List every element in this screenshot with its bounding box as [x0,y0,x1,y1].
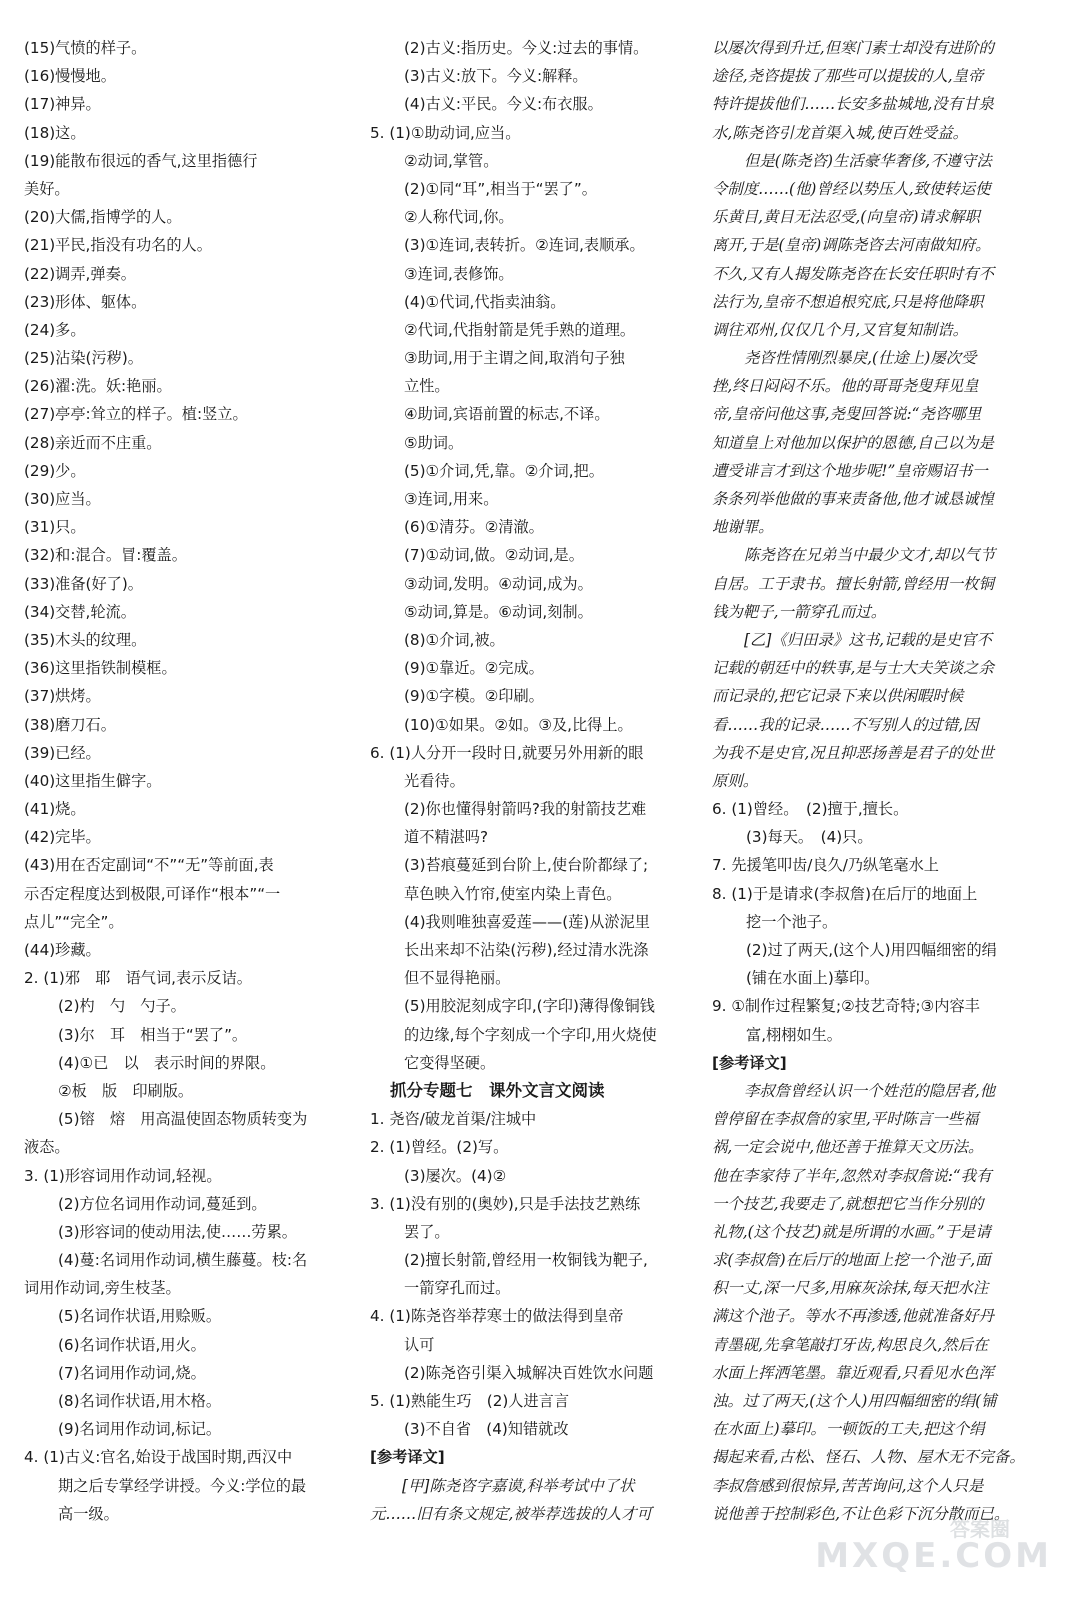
text-line: 富,栩栩如生。 [746,1025,842,1044]
text-line: (2)古义:指历史。今义:过去的事情。 [404,39,649,57]
text-line: 以屡次得到升迁,但寒门素士却没有进阶的 [712,39,994,57]
text-line: 说他善于控制彩色,不让色彩下沉分散而已。 [712,1504,1010,1523]
text-line: ③连词,用来。 [404,490,499,508]
text-line: ③动词,发明。④动词,成为。 [404,574,593,593]
text-line: (4)①代词,代指卖油翁。 [404,292,566,311]
text-line: 令制度……(他)曾经以势压人,致使转运使 [712,179,991,198]
text-line: 2. (1)邪 耶 语气词,表示反诘。 [24,969,252,988]
text-line: 一箭穿孔而过。 [404,1279,511,1298]
text-line: 水面上挥洒笔墨。靠近观看,只看见水色浑 [712,1363,994,1382]
text-line: ②人称代词,你。 [404,208,514,227]
text-line: 6. (1)曾经。 (2)擅于,擅长。 [712,800,909,819]
text-line: (3)尔 耳 相当于“罢了”。 [58,1025,248,1044]
text-line: 光看待。 [404,771,465,790]
text-line: (8)名词作状语,用木格。 [58,1392,222,1410]
text-line: (3)古义:放下。今义:解释。 [404,67,588,86]
text-line: (34)交替,轮流。 [24,602,136,621]
text-line: (4)蔓:名词用作动词,横生藤蔓。枝:名 [58,1251,308,1270]
watermark-sub: 答案圈 [950,1517,1010,1541]
text-line: 李叔詹曾经认识一个姓范的隐居者,他 [744,1081,996,1100]
text-line: 罢了。 [404,1222,450,1241]
text-line: 7. 先援笔叩齿/良久/乃纵笔毫水上 [712,856,939,875]
text-line: 条条列举他做的事来责备他,他才诚恳诚惶 [712,490,994,508]
text-line: (6)①清芬。②清澈。 [404,518,544,537]
text-line: 在水面上)摹印。一顿饭的工夫,把这个绢 [712,1420,985,1439]
text-line: (20)大儒,指博学的人。 [24,208,182,227]
text-line: 特许提拔他们……长安多盐城地,没有甘泉 [712,95,994,114]
text-line: 钱为靶子,一箭穿孔而过。 [712,602,887,621]
text-line: (35)木头的纹理。 [24,630,147,649]
text-line: (41)烧。 [24,800,86,819]
text-line: 途径,尧咨提拔了那些可以提拔的人,皇帝 [712,67,984,86]
text-line: 液态。 [24,1138,70,1157]
text-line: (33)准备(好了)。 [24,574,143,593]
text-line: 陈尧咨在兄弟当中最少文才,却以气节 [744,546,996,565]
text-line: [甲]陈尧咨字嘉谟,科举考试中了状 [402,1476,635,1495]
text-line: (3)屡次。(4)② [404,1166,507,1185]
text-line: [乙]《归田录》这书,记载的是史官不 [744,630,992,649]
text-line: 浊。过了两天,(这个人)用四幅细密的绢(铺 [712,1392,997,1410]
text-line: (7)①动词,做。②动词,是。 [404,546,584,565]
text-line: 尧咨性情刚烈暴戾,(仕途上)屡次受 [744,349,977,368]
text-line: (18)这。 [24,123,86,142]
text-line: (2)擅长射箭,曾经用一枚铜钱为靶子, [404,1251,648,1270]
text-line: 一个技艺,我要走了,就想把它当作分别的 [712,1194,984,1213]
text-line: (5)用胶泥刻成字印,(字印)薄得像铜钱 [404,997,655,1016]
text-line: (2)方位名词用作动词,蔓延到。 [58,1194,267,1213]
text-line: (37)烘烤。 [24,687,101,706]
text-line: 不久,又有人揭发陈尧咨在长安任职时有不 [712,264,994,283]
text-line: 元……旧有条文规定,被举荐选拔的人才可 [370,1504,652,1523]
text-line: 美好。 [24,179,70,198]
text-line: (23)形体、躯体。 [24,292,147,311]
text-line: (9)名词用作动词,标记。 [58,1420,222,1439]
text-line: 它变得坚硬。 [404,1053,496,1072]
text-line: 立性。 [404,377,450,396]
text-line: (3)形容词的使动用法,使……劳累。 [58,1222,297,1241]
text-line: (2)①同“耳”,相当于“罢了”。 [404,179,597,198]
text-line: 地谢罪。 [712,518,774,537]
text-line: 4. (1)陈尧咨举荐寒士的做法得到皇帝 [370,1307,624,1326]
text-line: ④助词,宾语前置的标志,不译。 [404,405,610,424]
text-line: 曾停留在李叔詹的家里,平时陈言一些福 [712,1110,979,1129]
text-line: 5. (1)①助动词,应当。 [370,123,521,142]
text-line: (铺在水面上)摹印。 [746,969,880,988]
text-line: (31)只。 [24,518,86,537]
text-line: 自居。工于隶书。擅长射箭,曾经用一枚铜 [712,574,994,593]
text-line: ③助词,用于主谓之间,取消句子独 [404,349,625,368]
text-line: (7)名词用作动词,烧。 [58,1363,206,1382]
text-line: 积一丈,深一尺多,用麻灰涂抹,每天把水注 [712,1279,989,1298]
text-line: 离开,于是(皇帝)调陈尧咨去河南做知府。 [712,236,991,255]
text-line: ②板 版 印刷版。 [58,1081,194,1100]
text-line: (2)你也懂得射箭吗?我的射箭技艺难 [404,800,647,819]
text-line: (2)陈尧咨引渠入城解决百姓饮水问题 [404,1363,654,1382]
text-line: (30)应当。 [24,490,101,508]
text-line: 而记录的,把它记录下来以供闲暇时候 [712,687,964,706]
text-line: 帝,皇帝问他这事,尧叟回答说:“尧咨哪里 [712,405,982,424]
text-line: (5)①介词,凭,靠。②介词,把。 [404,461,604,480]
text-line: 满这个池子。等水不再渗透,他就准备好丹 [712,1307,994,1326]
text-line: 点儿”“完全”。 [24,912,124,931]
text-line: 遭受诽言才到这个地步呢!”皇帝赐诏书一 [712,461,988,480]
text-line: 4. (1)古义:官名,始设于战国时期,西汉中 [24,1448,293,1467]
text-line: (16)慢慢地。 [24,67,116,86]
text-line: (39)已经。 [24,743,101,762]
text-line: 5. (1)熟能生巧 (2)人进言言 [370,1392,570,1410]
text-line: 调往邓州,仅仅几个月,又官复知制诰。 [712,320,969,339]
text-line: (3)苔痕蔓延到台阶上,使台阶都绿了; [404,856,649,875]
text-line: (24)多。 [24,320,86,339]
text-line: 祸,一定会说中,他还善于推算天文历法。 [712,1138,984,1157]
text-line: (25)沾染(污秽)。 [24,349,143,368]
text-line: 9. ①制作过程繁复;②技艺奇特;③内容丰 [712,997,980,1016]
text-line: (4)古义:平民。今义:布衣服。 [404,95,603,114]
text-line: 道不精湛吗? [404,828,488,847]
text-line: 看……我的记录……不写别人的过错,因 [712,715,979,734]
text-line: 6. (1)人分开一段时日,就要另外用新的眼 [370,743,644,762]
text-line: 抓分专题七 课外文言文阅读 [390,1080,605,1100]
text-line: 1. 尧咨/破龙首渠/注城中 [370,1110,537,1129]
text-line: 揭起来看,古松、怪石、人物、屋木无不完备。 [712,1448,1025,1467]
text-line: (5)名词作状语,用赊贩。 [58,1307,222,1326]
text-line: (10)①如果。②如。③及,比得上。 [404,715,633,734]
text-line: 挫,终日闷闷不乐。他的哥哥尧叟拜见皇 [712,377,979,396]
text-line: (17)神异。 [24,95,101,114]
text-line: ③连词,表修饰。 [404,264,514,283]
text-line: (15)气愤的样子。 [24,39,147,57]
text-line: (43)用在否定副词“不”“无”等前面,表 [24,856,274,875]
text-line: (38)磨刀石。 [24,715,116,734]
text-line: (36)这里指铁制模框。 [24,659,177,678]
text-line: ②动词,掌管。 [404,151,499,170]
text-line: ⑤助词。 [404,433,464,452]
text-line: 认可 [404,1335,435,1354]
text-line: 乐黄目,黄目无法忍受,(向皇帝)请求解职 [712,208,981,227]
text-line: (32)和:混合。冒:覆盖。 [24,546,187,565]
text-line: 法行为,皇帝不想追根究底,只是将他降职 [712,292,984,311]
text-line: 2. (1)曾经。(2)写。 [370,1138,509,1157]
text-line: 为我不是史官,况且抑恶扬善是君子的处世 [712,743,994,762]
text-line: (26)濯:洗。妖:艳丽。 [24,377,172,396]
text-line: (21)平民,指没有功名的人。 [24,236,212,255]
text-line: 知道皇上对他加以保护的恩德,自己以为是 [712,433,994,452]
text-line: 词用作动词,旁生枝茎。 [24,1279,181,1298]
text-line: 期之后专掌经学讲授。今义:学位的最 [58,1476,307,1495]
text-line: (9)①字模。②印刷。 [404,687,544,706]
text-line: 记载的朝廷中的轶事,是与士大夫笑谈之余 [712,659,994,678]
text-line: 的边缘,每个字刻成一个字印,用火烧使 [404,1025,657,1044]
watermark: MXQE.COM [815,1536,1052,1576]
text-line: (28)亲近而不庄重。 [24,433,162,452]
answer-column-left [24,34,364,1528]
text-line: (27)亭亭:耸立的样子。植:竖立。 [24,405,248,424]
text-line: [参考译文] [370,1448,445,1467]
text-line: 示否定程度达到极限,可译作“根本”“一 [24,884,281,903]
text-line: 草色映入竹帘,使室内染上青色。 [404,884,622,903]
text-line: (29)少。 [24,461,86,480]
text-line: (4)①已 以 表示时间的界限。 [58,1053,276,1072]
text-line: 李叔詹感到很惊异,苦苦询问,这个人只是 [712,1476,984,1495]
text-line: (8)①介词,被。 [404,630,505,649]
text-line: (5)镕 熔 用高温使固态物质转变为 [58,1110,308,1129]
text-line: 3. (1)形容词用作动词,轻视。 [24,1166,222,1185]
text-line: (2)过了两天,(这个人)用四幅细密的绢 [746,941,997,959]
text-line: (9)①靠近。②完成。 [404,659,544,678]
text-line: (22)调弄,弹奏。 [24,264,136,283]
text-line: ②代词,代指射箭是凭手熟的道理。 [404,320,636,339]
text-line: 求(李叔詹)在后厅的地面上挖一个池子,面 [712,1251,991,1270]
text-line: (2)杓 勺 勺子。 [58,997,186,1016]
text-line: 原则。 [712,771,759,790]
text-line: 挖一个池子。 [746,912,838,931]
text-line: 他在李家待了半年,忽然对李叔詹说:“我有 [712,1166,992,1185]
text-line: [参考译文] [712,1053,787,1072]
text-line: (40)这里指生僻字。 [24,771,162,790]
text-line: 但是(陈尧咨)生活豪华奢侈,不遵守法 [744,151,992,170]
text-line: (3)每天。 (4)只。 [746,828,873,847]
text-line: 高一级。 [58,1504,119,1523]
text-line: 但不显得艳丽。 [404,969,511,988]
text-line: 长出来却不沾染(污秽),经过清水洗涤 [404,941,649,959]
text-line: (19)能散布很远的香气,这里指德行 [24,151,258,170]
text-line: (3)不自省 (4)知错就改 [404,1420,569,1439]
text-line: 8. (1)于是请求(李叔詹)在后厅的地面上 [712,884,978,903]
text-line: (6)名词作状语,用火。 [58,1335,206,1354]
text-line: (44)珍藏。 [24,941,101,959]
answer-column-right [712,34,1052,1528]
text-line: (4)我则唯独喜爱莲——(莲)从淤泥里 [404,912,650,931]
text-line: 3. (1)没有别的(奥妙),只是手法技艺熟练 [370,1194,641,1213]
text-line: 水,陈尧咨引龙首渠入城,使百姓受益。 [712,123,969,142]
text-line: (42)完毕。 [24,828,101,847]
text-line: 礼物,(这个技艺)就是所谓的水画。”于是请 [712,1222,991,1241]
text-line: (3)①连词,表转折。②连词,表顺承。 [404,236,645,255]
text-line: 青墨砚,先拿笔敲打牙齿,构思良久,然后在 [712,1335,989,1354]
text-line: ⑤动词,算是。⑥动词,刻制。 [404,602,593,621]
answer-column-middle [370,34,710,1528]
